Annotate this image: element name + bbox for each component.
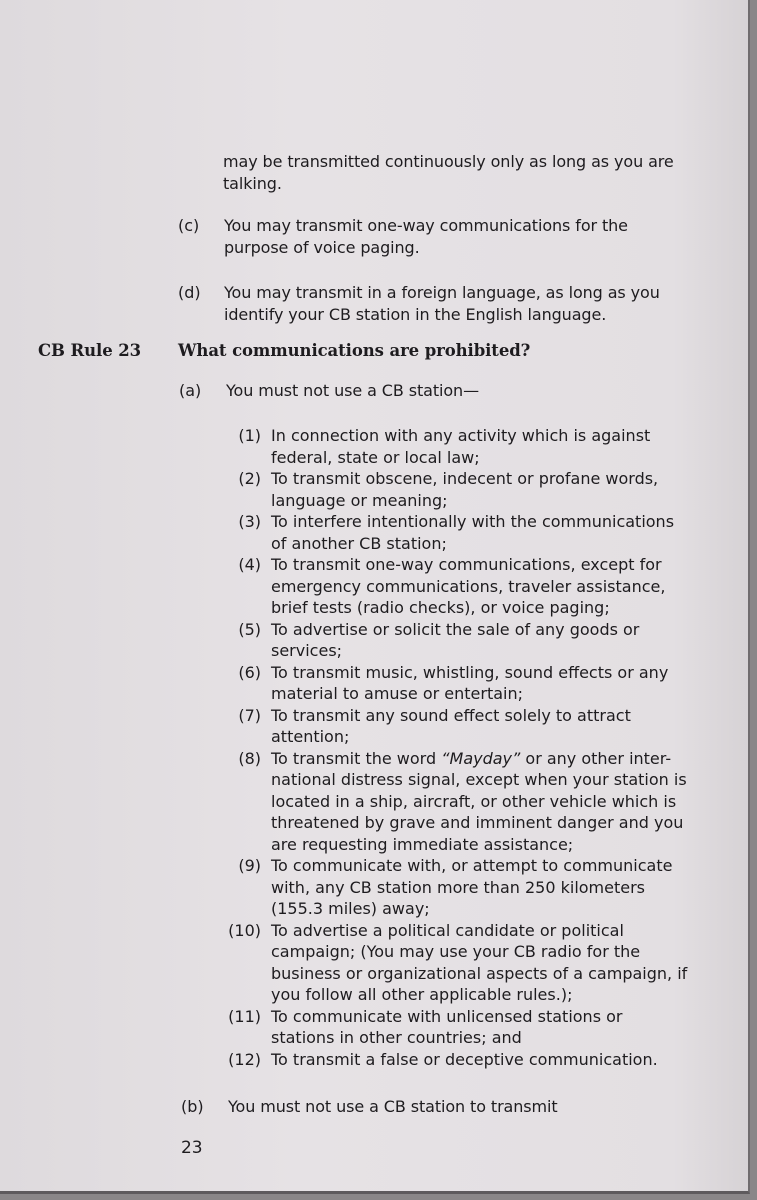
- item-b-text: You must not use a CB station to transmit: [228, 1097, 558, 1116]
- list-item-number: (12): [228, 1049, 261, 1069]
- list-item-line: stations in other countries; and: [271, 1028, 522, 1047]
- list-item-number: (6): [238, 662, 261, 682]
- list-item-line: located in a ship, aircraft, or other vehicle which is: [271, 791, 677, 811]
- continuation-line: talking.: [223, 174, 282, 193]
- list-item-line: To transmit the word “Mayday” or any other inter-: [271, 748, 672, 768]
- list-item-line: campaign; (You may use your CB radio for the: [271, 942, 641, 961]
- list-item-line: with, any CB station more than 250 kilometers: [271, 877, 646, 897]
- list-item-line: To advertise a political candidate or political: [271, 920, 624, 940]
- item-a-intro: You must not use a CB station—: [226, 381, 479, 400]
- list-item-line: brief tests (radio checks), or voice paging;: [271, 598, 610, 617]
- list-item-line: of another CB station;: [271, 533, 447, 553]
- rule-label: CB Rule 23: [38, 341, 142, 360]
- item-c-marker: (c): [178, 216, 200, 235]
- list-item-number: (2): [238, 469, 261, 488]
- list-item-line: attention;: [271, 727, 350, 746]
- list-item-line: are requesting immediate assistance;: [271, 834, 574, 854]
- list-item-line: language or meaning;: [271, 490, 448, 510]
- list-item-line: emergency communications, traveler assistance,: [271, 576, 666, 596]
- list-item-line: (155.3 miles) away;: [271, 899, 430, 918]
- list-item-line: To transmit obscene, indecent or profane words,: [271, 469, 659, 488]
- list-item-number: (3): [238, 512, 261, 531]
- item-a-marker: (a): [179, 381, 202, 400]
- list-item-line: national distress signal, except when your station is: [271, 770, 687, 789]
- list-item-line: To communicate with, or attempt to communicate: [271, 856, 673, 875]
- list-item-number: (7): [238, 705, 261, 725]
- list-item-number: (1): [238, 426, 261, 445]
- list-item-line: services;: [271, 641, 343, 660]
- item-c-line: You may transmit one-way communications for the: [224, 216, 628, 235]
- item-d-marker: (d): [178, 283, 201, 302]
- list-item-line: To interfere intentionally with the communications: [271, 512, 675, 531]
- item-d-line: identify your CB station in the English language.: [224, 305, 607, 324]
- item-d-line: You may transmit in a foreign language, as long as you: [224, 283, 660, 302]
- list-item-line: In connection with any activity which is against: [271, 426, 651, 445]
- list-item-number: (9): [238, 856, 261, 875]
- list-item-line: material to amuse or entertain;: [271, 684, 523, 703]
- list-item-line: To communicate with unlicensed stations or: [271, 1006, 623, 1026]
- item-c-line: purpose of voice paging.: [224, 238, 420, 257]
- list-item-number: (4): [238, 555, 261, 574]
- list-item-number: (8): [238, 748, 261, 768]
- list-item-number: (11): [228, 1006, 261, 1026]
- item-b-marker: (b): [181, 1097, 204, 1116]
- rule-heading: What communications are prohibited?: [178, 341, 531, 360]
- list-item-line: business or organizational aspects of a campaign, if: [271, 963, 688, 983]
- list-item-line: To transmit one-way communications, except for: [271, 555, 662, 574]
- list-item-line: threatened by grave and imminent danger and you: [271, 813, 684, 832]
- list-item-number: (10): [228, 920, 261, 940]
- list-item-line: you follow all other applicable rules.);: [271, 985, 573, 1004]
- continuation-line: may be transmitted continuously only as long as you are: [223, 152, 674, 171]
- page-number: 23: [181, 1138, 203, 1158]
- list-item-number: (5): [238, 619, 261, 639]
- list-item-line: To transmit any sound effect solely to attract: [271, 705, 631, 725]
- list-item-line: To transmit music, whistling, sound effects or any: [271, 662, 669, 682]
- list-item-line: federal, state or local law;: [271, 447, 480, 467]
- list-item-line: To transmit a false or deceptive communication.: [271, 1049, 658, 1069]
- list-item-line: To advertise or solicit the sale of any goods or: [271, 619, 640, 639]
